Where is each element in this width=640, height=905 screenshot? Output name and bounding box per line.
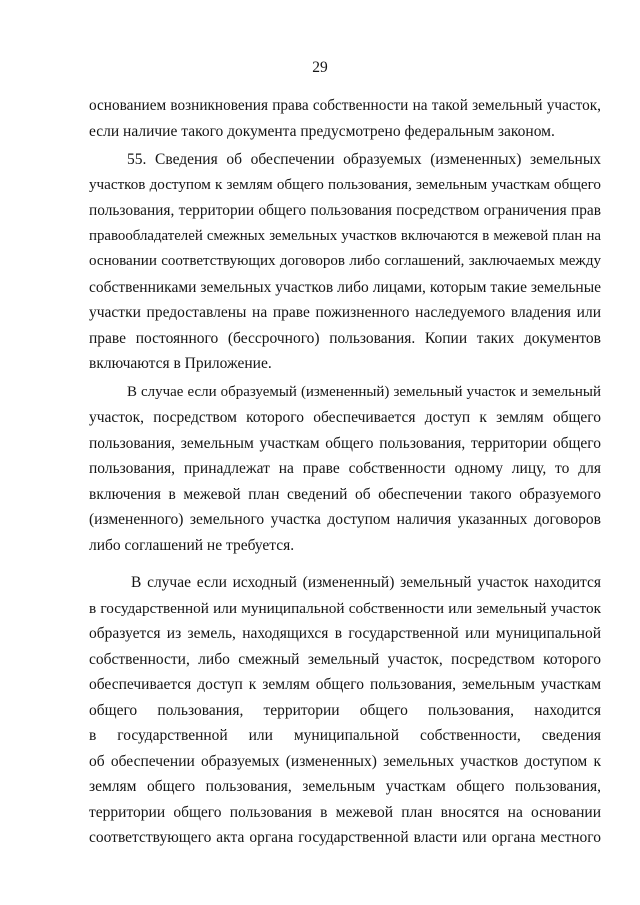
text-line: в государственной или муниципальной собственности или земельный участок <box>89 599 601 617</box>
page-number: 29 <box>312 59 328 76</box>
text-line: включаются в Приложение. <box>89 355 272 372</box>
text-line: если наличие такого документа предусмотрено федеральным законом. <box>89 122 555 140</box>
paragraph-same-owner-case <box>89 380 601 559</box>
text-line: участков доступом к землям общего пользования, земельным участкам общего <box>89 176 601 193</box>
text-line: пользования, земельным участкам общего пользования, территории общего <box>89 434 601 452</box>
text-line: пользования, принадлежат на праве собственности одному лицу, то для <box>89 460 601 477</box>
paragraph-state-property-case <box>89 570 601 851</box>
text-line: собственности, либо смежный земельный участок, посредством которого <box>89 650 601 668</box>
text-line: в государственной или муниципальной собственности, сведения <box>89 727 601 744</box>
text-line: участки предоставлены на праве пожизненного наследуемого владения или <box>89 304 601 321</box>
text-line: об обеспечении образуемых (измененных) земельных участков доступом к <box>89 752 601 770</box>
text-line: образуется из земель, находящихся в государственной или муниципальной <box>89 625 601 642</box>
text-line: В случае если образуемый (измененный) земельный участок и земельный <box>127 383 601 400</box>
text-line: 55. Сведения об обеспечении образуемых (измененных) земельных <box>127 151 601 168</box>
text-line: пользования, территории общего пользования посредством ограничения прав <box>89 202 601 219</box>
text-line: собственниками земельных участков либо лицами, которым такие земельные <box>89 278 601 296</box>
text-line: правообладателей смежных земельных участков включаются в межевой план на <box>89 227 601 244</box>
text-line: основании соответствующих договоров либо соглашений, заключаемых между <box>89 253 601 269</box>
text-line: территории общего пользования в межевой план вносятся на основании <box>89 803 601 821</box>
text-line: либо соглашений не требуется. <box>89 536 295 554</box>
text-line: общего пользования, территории общего пользования, находится <box>89 701 601 719</box>
document-body <box>89 93 601 851</box>
text-line: соответствующего акта органа государственной власти или органа местного <box>89 829 601 846</box>
text-line: землям общего пользования, земельным участкам общего пользования, <box>89 778 601 795</box>
text-line: включения в межевой план сведений об обеспечении такого образуемого <box>89 485 601 503</box>
text-line: (измененного) земельного участка доступом наличия указанных договоров <box>89 511 601 528</box>
text-line: основанием возникновения права собственности на такой земельный участок, <box>89 97 601 114</box>
text-line: участок, посредством которого обеспечивается доступ к землям общего <box>89 409 601 426</box>
paragraph-clause-55 <box>89 147 601 377</box>
paragraph-continuation <box>89 93 601 144</box>
text-line: обеспечивается доступ к землям общего пользования, земельным участкам <box>89 676 601 693</box>
text-line: праве постоянного (бессрочного) пользования. Копии таких документов <box>89 329 601 347</box>
text-line: В случае если исходный (измененный) земельный участок находится <box>131 574 601 591</box>
